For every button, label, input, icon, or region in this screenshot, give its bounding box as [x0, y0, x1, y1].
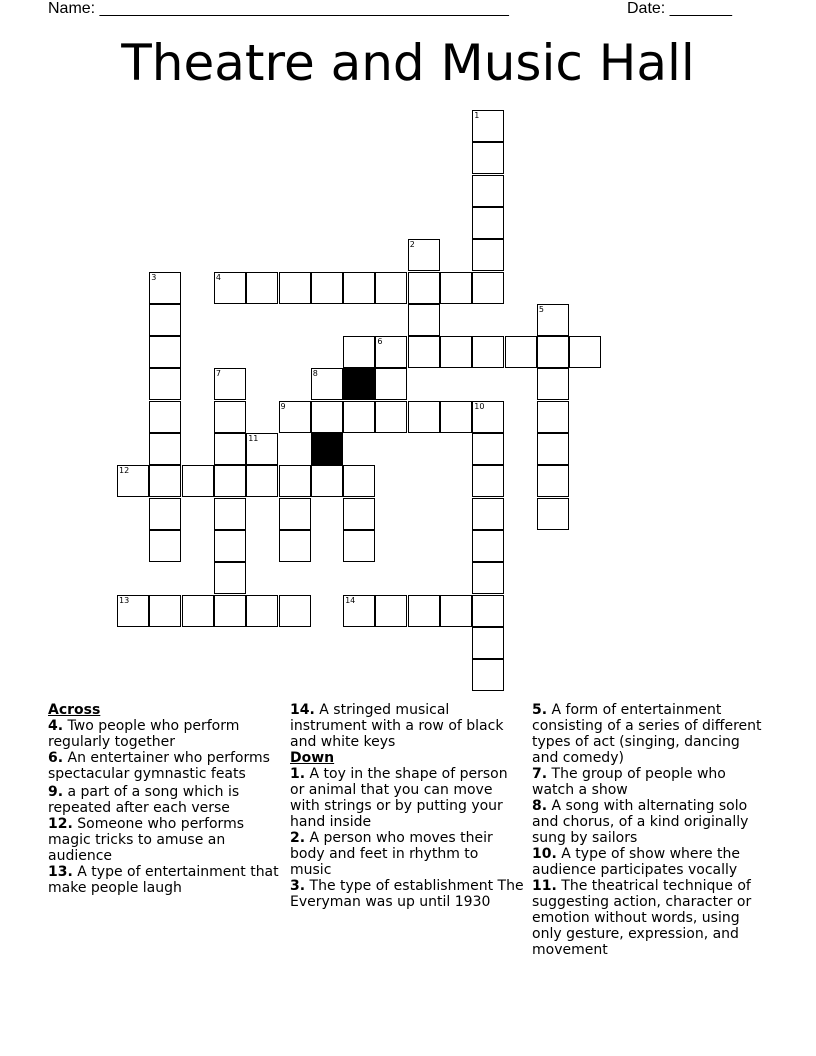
- clues-column-1: [48, 702, 280, 896]
- grid-cell[interactable]: [537, 336, 569, 368]
- grid-cell[interactable]: [343, 498, 375, 530]
- clue-down-3: 3. The type of establishment The Everyman was up until 1930: [290, 878, 524, 910]
- grid-cell[interactable]: [472, 595, 504, 627]
- grid-cell[interactable]: [149, 368, 181, 400]
- grid-cell[interactable]: [246, 433, 278, 465]
- clue-across-14: 14. A stringed musical instrument with a row of black and white keys: [290, 702, 504, 750]
- clue-down-11: 11. The theatrical technique of suggesting action, character or emotion without words, using only gesture, expression, and movement: [532, 878, 752, 958]
- grid-cell[interactable]: [214, 562, 246, 594]
- grid-cell[interactable]: [149, 272, 181, 304]
- grid-cell[interactable]: [117, 465, 149, 497]
- grid-cell[interactable]: [440, 336, 472, 368]
- clue-across-9: 9. a part of a song which is repeated after each verse: [48, 784, 240, 816]
- clue-number: 1: [474, 111, 480, 120]
- date-field[interactable]: Date: _______: [627, 0, 732, 17]
- grid-cell[interactable]: [149, 465, 181, 497]
- grid-cell[interactable]: [311, 465, 343, 497]
- clue-across-13: 13. A type of entertainment that make people laugh: [48, 864, 279, 896]
- grid-cell[interactable]: [472, 175, 504, 207]
- grid-cell[interactable]: [375, 272, 407, 304]
- clue-down-2: 2. A person who moves their body and feet in rhythm to music: [290, 830, 493, 878]
- grid-cell[interactable]: [408, 401, 440, 433]
- grid-cell[interactable]: [149, 336, 181, 368]
- clue-number: 12: [119, 466, 130, 476]
- grid-cell[interactable]: [537, 465, 569, 497]
- clue-number: 8: [312, 369, 318, 379]
- grid-cell[interactable]: [182, 595, 214, 627]
- clue-down-10: 10. A type of show where the audience participates vocally: [532, 846, 741, 878]
- grid-cell[interactable]: [537, 433, 569, 465]
- clue-across-4: 4. Two people who perform regularly together: [48, 718, 240, 750]
- clue-down-8: 8. A song with alternating solo and chorus, of a kind originally sung by sailors: [532, 798, 749, 846]
- grid-cell[interactable]: [214, 368, 246, 400]
- grid-cell[interactable]: [440, 401, 472, 433]
- grid-cell[interactable]: [149, 401, 181, 433]
- grid-cell[interactable]: [182, 465, 214, 497]
- grid-cell[interactable]: [472, 659, 504, 691]
- grid-cell[interactable]: [472, 530, 504, 562]
- grid-cell[interactable]: [214, 272, 246, 304]
- grid-cell[interactable]: [343, 401, 375, 433]
- page-title: Theatre and Music Hall: [121, 34, 695, 92]
- clue-down-7: 7. The group of people who watch a show: [532, 766, 726, 798]
- grid-cell[interactable]: [537, 368, 569, 400]
- clue-down-1: 1. A toy in the shape of person or animal that you can move with strings or by putting your hand inside: [290, 766, 508, 830]
- clue-number: 14: [345, 595, 356, 605]
- grid-cell[interactable]: [472, 336, 504, 368]
- grid-cell[interactable]: [472, 110, 504, 142]
- grid-cell[interactable]: [214, 595, 246, 627]
- grid-cell[interactable]: [408, 272, 440, 304]
- across-heading: Across: [48, 702, 101, 718]
- clue-across-6: 6. An entertainer who performs spectacular gymnastic feats: [48, 750, 270, 782]
- grid-cell[interactable]: [408, 595, 440, 627]
- clue-across-12: 12. Someone who performs magic tricks to amuse an audience: [48, 816, 244, 864]
- grid-cell[interactable]: [472, 498, 504, 530]
- grid-cell[interactable]: [537, 304, 569, 336]
- grid-cell[interactable]: [472, 627, 504, 659]
- clue-number: 5: [538, 304, 544, 314]
- grid-cell[interactable]: [472, 562, 504, 594]
- down-heading: Down: [290, 750, 335, 766]
- grid-cell[interactable]: [472, 465, 504, 497]
- grid-cell[interactable]: [279, 401, 311, 433]
- grid-cell[interactable]: [149, 498, 181, 530]
- grid-cell[interactable]: [149, 304, 181, 336]
- clue-number: 9: [280, 401, 286, 411]
- grid-cell[interactable]: [343, 465, 375, 497]
- clue-number: 3: [151, 272, 157, 282]
- grid-cell[interactable]: [472, 142, 504, 174]
- grid-cell[interactable]: [537, 401, 569, 433]
- clue-number: 2: [409, 240, 415, 250]
- grid-block: [311, 433, 343, 465]
- grid-cell[interactable]: [279, 530, 311, 562]
- grid-cell[interactable]: [472, 239, 504, 271]
- clue-number: 7: [215, 369, 221, 379]
- grid-cell[interactable]: [408, 336, 440, 368]
- grid-cell[interactable]: [375, 401, 407, 433]
- grid-cell[interactable]: [569, 336, 601, 368]
- grid-cell[interactable]: [375, 368, 407, 400]
- grid-cell[interactable]: [279, 272, 311, 304]
- grid-cell[interactable]: [375, 595, 407, 627]
- grid-cell[interactable]: [214, 401, 246, 433]
- clue-number: 4: [215, 272, 221, 282]
- grid-cell[interactable]: [311, 401, 343, 433]
- clues-column-3: [532, 702, 764, 958]
- grid-cell[interactable]: [246, 465, 278, 497]
- grid-cell[interactable]: [311, 272, 343, 304]
- grid-cell[interactable]: [537, 498, 569, 530]
- grid-cell[interactable]: [343, 595, 375, 627]
- grid-cell[interactable]: [472, 433, 504, 465]
- clue-number: 6: [377, 337, 383, 347]
- grid-cell[interactable]: [472, 207, 504, 239]
- grid-cell[interactable]: [440, 595, 472, 627]
- grid-cell[interactable]: [472, 401, 504, 433]
- clue-down-5: 5. A form of entertainment consisting of a series of different types of act (singing, dancing and comedy): [532, 702, 762, 766]
- grid-cell[interactable]: [343, 530, 375, 562]
- grid-cell[interactable]: [408, 304, 440, 336]
- grid-cell[interactable]: [149, 433, 181, 465]
- grid-cell[interactable]: [214, 498, 246, 530]
- grid-cell[interactable]: [246, 272, 278, 304]
- clue-number: 11: [248, 434, 259, 443]
- clue-number: 13: [119, 595, 130, 605]
- grid-cell[interactable]: [440, 272, 472, 304]
- clue-number: 10: [474, 401, 485, 411]
- grid-block: [343, 368, 375, 400]
- grid-cell[interactable]: [214, 433, 246, 465]
- grid-cell[interactable]: [149, 530, 181, 562]
- grid-cell[interactable]: [279, 595, 311, 627]
- grid-cell[interactable]: [246, 595, 278, 627]
- grid-cell[interactable]: [505, 336, 537, 368]
- grid-cell[interactable]: [408, 239, 440, 271]
- grid-cell[interactable]: [343, 336, 375, 368]
- grid-cell[interactable]: [214, 530, 246, 562]
- grid-cell[interactable]: [149, 595, 181, 627]
- grid-cell[interactable]: [311, 368, 343, 400]
- grid-cell[interactable]: [472, 272, 504, 304]
- grid-cell[interactable]: [279, 465, 311, 497]
- grid-cell[interactable]: [279, 498, 311, 530]
- clues-column-2: [290, 702, 524, 910]
- grid-cell[interactable]: [214, 465, 246, 497]
- grid-cell[interactable]: [117, 595, 149, 627]
- grid-cell[interactable]: [375, 336, 407, 368]
- name-field[interactable]: Name: ______________________________________________: [48, 0, 509, 17]
- grid-cell[interactable]: [343, 272, 375, 304]
